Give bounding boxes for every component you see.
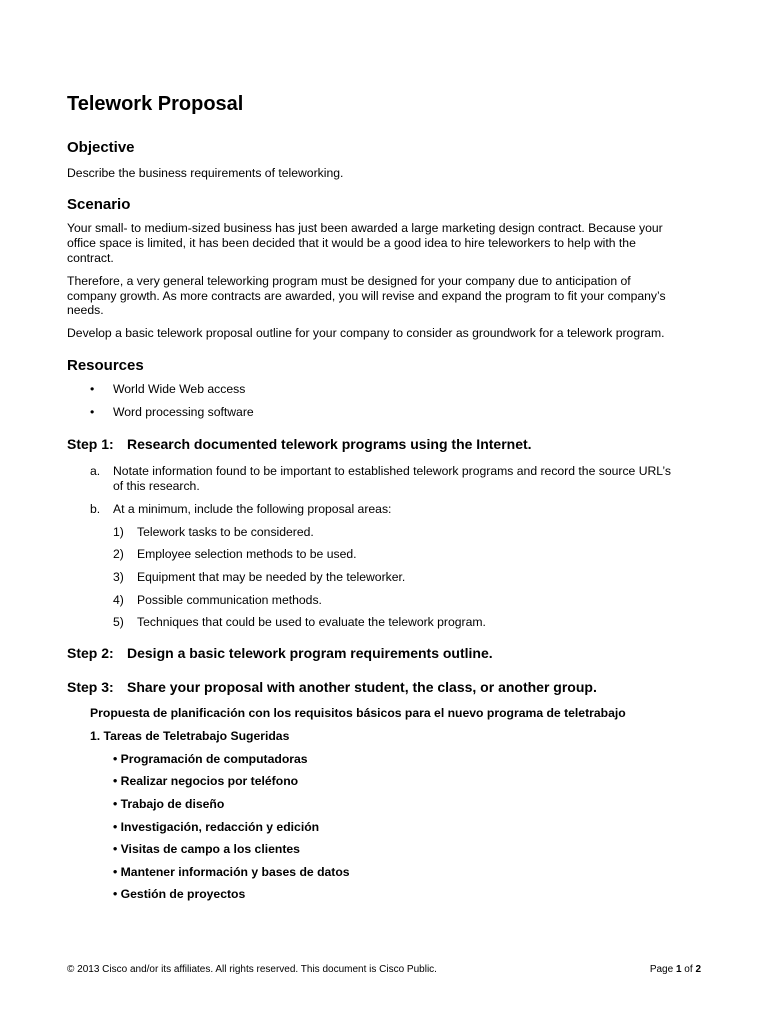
footer-copyright: © 2013 Cisco and/or its affiliates. All rights reserved. This document is Cisco Public. xyxy=(67,964,437,975)
scenario-para1-line2: office space is limited, it has been decided that it would be a good idea to hire teleworkers to help with the xyxy=(67,236,636,250)
scenario-heading: Scenario xyxy=(67,196,131,213)
list-marker: b. xyxy=(90,502,101,516)
area-number: 1) xyxy=(113,525,124,539)
step1-heading xyxy=(67,436,532,452)
area-number: 2) xyxy=(113,547,124,561)
bullet-marker: • xyxy=(90,382,95,396)
scenario-para1-line1: Your small- to medium-sized business has just been awarded a large marketing design contract. Because your xyxy=(67,221,663,235)
step3-heading xyxy=(67,679,597,695)
page-total: 2 xyxy=(695,964,701,975)
area-text: Telework tasks to be considered. xyxy=(137,525,314,539)
scenario-para2-line3: needs. xyxy=(67,303,104,317)
objective-text: Describe the business requirements of teleworking. xyxy=(67,166,344,180)
scenario-para2-line1: Therefore, a very general teleworking program must be designed for your company due to anticipation of xyxy=(67,274,631,288)
task-item: • Investigación, redacción y edición xyxy=(113,820,320,834)
resource-item: Word processing software xyxy=(113,405,254,419)
area-text: Employee selection methods to be used. xyxy=(137,547,357,561)
step-title: Design a basic telework program requirements outline. xyxy=(127,645,493,661)
document-title: Telework Proposal xyxy=(67,93,244,115)
scenario-para3: Develop a basic telework proposal outline for your company to consider as groundwork for a telework program. xyxy=(67,326,665,340)
area-text: Possible communication methods. xyxy=(137,593,322,607)
step-number: Step 1: xyxy=(67,436,114,452)
area-text: Techniques that could be used to evaluate the telework program. xyxy=(137,615,486,629)
step-title: Research documented telework programs using the Internet. xyxy=(127,436,532,452)
step1-b-text: At a minimum, include the following proposal areas: xyxy=(113,502,392,516)
bullet-marker: • xyxy=(90,405,95,419)
scenario-para2-line2: company growth. As more contracts are awarded, you will revise and expand the program to fit your company’s xyxy=(67,289,666,303)
resources-heading: Resources xyxy=(67,357,144,374)
task-item: • Realizar negocios por teléfono xyxy=(113,774,299,788)
page-of: of xyxy=(681,964,696,975)
proposal-heading: Propuesta de planificación con los requisitos básicos para el nuevo programa de teletrabajo xyxy=(90,706,626,720)
area-number: 3) xyxy=(113,570,124,584)
scenario-para1-line3: contract. xyxy=(67,251,114,265)
page-number: 1 xyxy=(675,964,682,975)
step-number: Step 3: xyxy=(67,679,114,695)
task-item: • Mantener información y bases de datos xyxy=(113,865,350,879)
step2-heading xyxy=(67,645,493,661)
step-title: Share your proposal with another student, the class, or another group. xyxy=(127,679,597,695)
step1-a-line1: Notate information found to be important to established telework programs and record the source URL’s xyxy=(113,464,671,478)
footer-page-indicator xyxy=(650,964,701,975)
task-item: • Programación de computadoras xyxy=(113,752,308,766)
task-item: • Trabajo de diseño xyxy=(113,797,225,811)
step-number: Step 2: xyxy=(67,645,114,661)
list-marker: a. xyxy=(90,464,101,478)
area-number: 4) xyxy=(113,593,124,607)
proposal-section-title: 1. Tareas de Teletrabajo Sugeridas xyxy=(90,729,290,743)
area-number: 5) xyxy=(113,615,124,629)
task-item: • Gestión de proyectos xyxy=(113,887,246,901)
area-text: Equipment that may be needed by the teleworker. xyxy=(137,570,406,584)
resource-item: World Wide Web access xyxy=(113,382,246,396)
objective-heading: Objective xyxy=(67,139,135,156)
task-item: • Visitas de campo a los clientes xyxy=(113,842,300,856)
step1-a-line2: of this research. xyxy=(113,479,200,493)
page-prefix: Page xyxy=(649,964,676,975)
